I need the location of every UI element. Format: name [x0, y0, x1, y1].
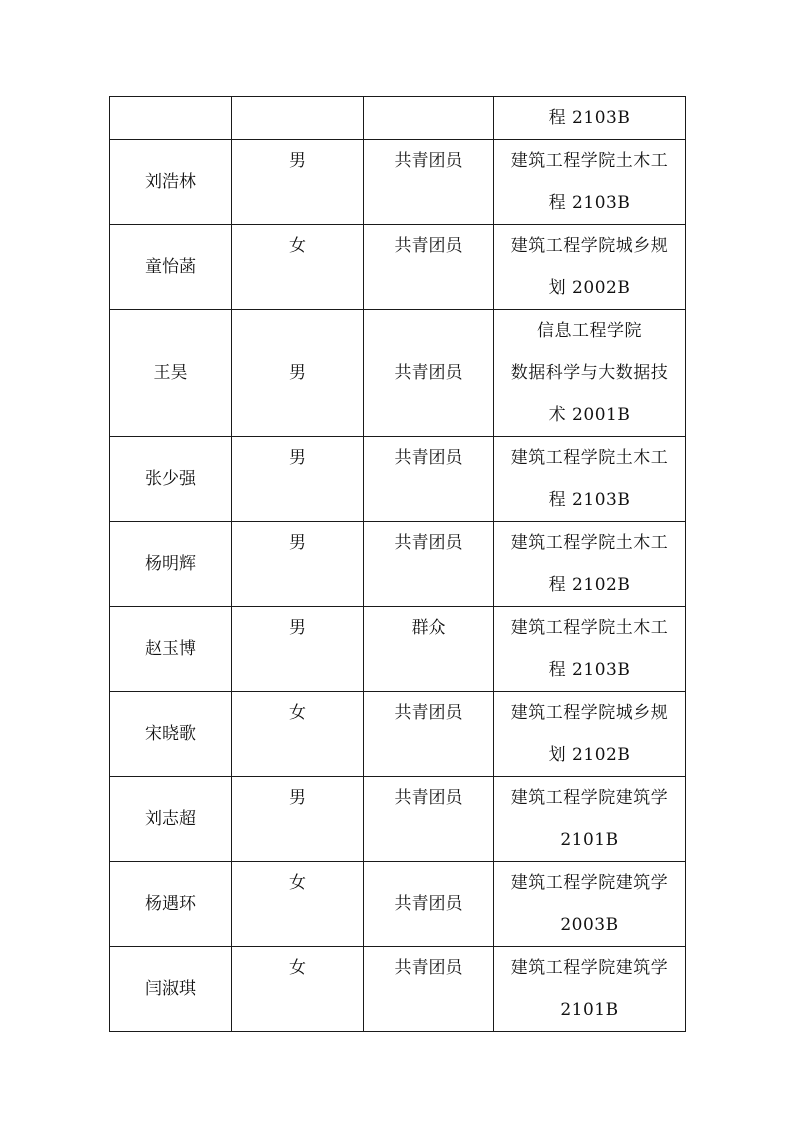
- department-line: 建筑工程学院建筑学: [510, 788, 669, 808]
- department-cell: [494, 97, 686, 140]
- political-status-cell: 共青团员: [364, 437, 494, 522]
- name-cell: [110, 97, 232, 140]
- department-line: 程 2103B: [548, 490, 631, 510]
- political-status-cell: 共青团员: [364, 310, 494, 437]
- gender-cell: 女: [232, 947, 364, 1032]
- name-cell: 刘浩林: [110, 140, 232, 225]
- table-row: [110, 437, 686, 522]
- department-cell: [494, 522, 686, 607]
- table-row: [110, 777, 686, 862]
- name-cell: 童怡菡: [110, 225, 232, 310]
- table-row: [110, 692, 686, 777]
- member-roster-table: [109, 96, 686, 1032]
- political-status-cell: 共青团员: [364, 225, 494, 310]
- name-cell: 刘志超: [110, 777, 232, 862]
- department-cell: [494, 225, 686, 310]
- department-line: 2101B: [560, 1000, 619, 1020]
- department-cell: [494, 310, 686, 437]
- department-line: 程 2103B: [548, 108, 631, 128]
- political-status-cell: [364, 97, 494, 140]
- department-line: 程 2103B: [548, 193, 631, 213]
- department-line: 数据科学与大数据技: [510, 363, 669, 383]
- political-status-cell: 共青团员: [364, 140, 494, 225]
- department-cell: [494, 777, 686, 862]
- political-status-cell: 共青团员: [364, 862, 494, 947]
- department-line: 建筑工程学院土木工: [510, 618, 669, 638]
- department-line: 信息工程学院: [537, 321, 642, 341]
- department-line: 程 2102B: [548, 575, 631, 595]
- gender-cell: 女: [232, 225, 364, 310]
- department-cell: [494, 862, 686, 947]
- department-cell: [494, 692, 686, 777]
- table-row: [110, 607, 686, 692]
- department-line: 术 2001B: [548, 405, 631, 425]
- name-cell: 宋晓歌: [110, 692, 232, 777]
- gender-cell: 女: [232, 862, 364, 947]
- department-cell: [494, 607, 686, 692]
- table-row: [110, 310, 686, 437]
- table-row: [110, 97, 686, 140]
- table-row: [110, 522, 686, 607]
- department-line: 2003B: [560, 915, 619, 935]
- political-status-cell: 共青团员: [364, 777, 494, 862]
- department-line: 建筑工程学院建筑学: [510, 873, 669, 893]
- department-line: 建筑工程学院土木工: [510, 151, 669, 171]
- department-cell: [494, 947, 686, 1032]
- gender-cell: 男: [232, 437, 364, 522]
- gender-cell: 男: [232, 310, 364, 437]
- department-line: 建筑工程学院城乡规: [510, 703, 669, 723]
- department-line: 划 2102B: [548, 745, 631, 765]
- political-status-cell: 共青团员: [364, 522, 494, 607]
- name-cell: 杨遇环: [110, 862, 232, 947]
- department-line: 建筑工程学院城乡规: [510, 236, 669, 256]
- department-line: 建筑工程学院土木工: [510, 448, 669, 468]
- political-status-cell: 群众: [364, 607, 494, 692]
- political-status-cell: 共青团员: [364, 692, 494, 777]
- gender-cell: 男: [232, 522, 364, 607]
- department-line: 建筑工程学院建筑学: [510, 958, 669, 978]
- department-cell: [494, 437, 686, 522]
- table-row: [110, 947, 686, 1032]
- name-cell: 闫淑琪: [110, 947, 232, 1032]
- table-row: [110, 225, 686, 310]
- gender-cell: 男: [232, 607, 364, 692]
- department-line: 2101B: [560, 830, 619, 850]
- political-status-cell: 共青团员: [364, 947, 494, 1032]
- name-cell: 张少强: [110, 437, 232, 522]
- gender-cell: [232, 97, 364, 140]
- table-row: [110, 140, 686, 225]
- name-cell: 赵玉博: [110, 607, 232, 692]
- department-line: 程 2103B: [548, 660, 631, 680]
- gender-cell: 男: [232, 777, 364, 862]
- department-cell: [494, 140, 686, 225]
- gender-cell: 男: [232, 140, 364, 225]
- name-cell: 杨明辉: [110, 522, 232, 607]
- name-cell: 王昊: [110, 310, 232, 437]
- department-line: 建筑工程学院土木工: [510, 533, 669, 553]
- department-line: 划 2002B: [548, 278, 631, 298]
- gender-cell: 女: [232, 692, 364, 777]
- table-row: [110, 862, 686, 947]
